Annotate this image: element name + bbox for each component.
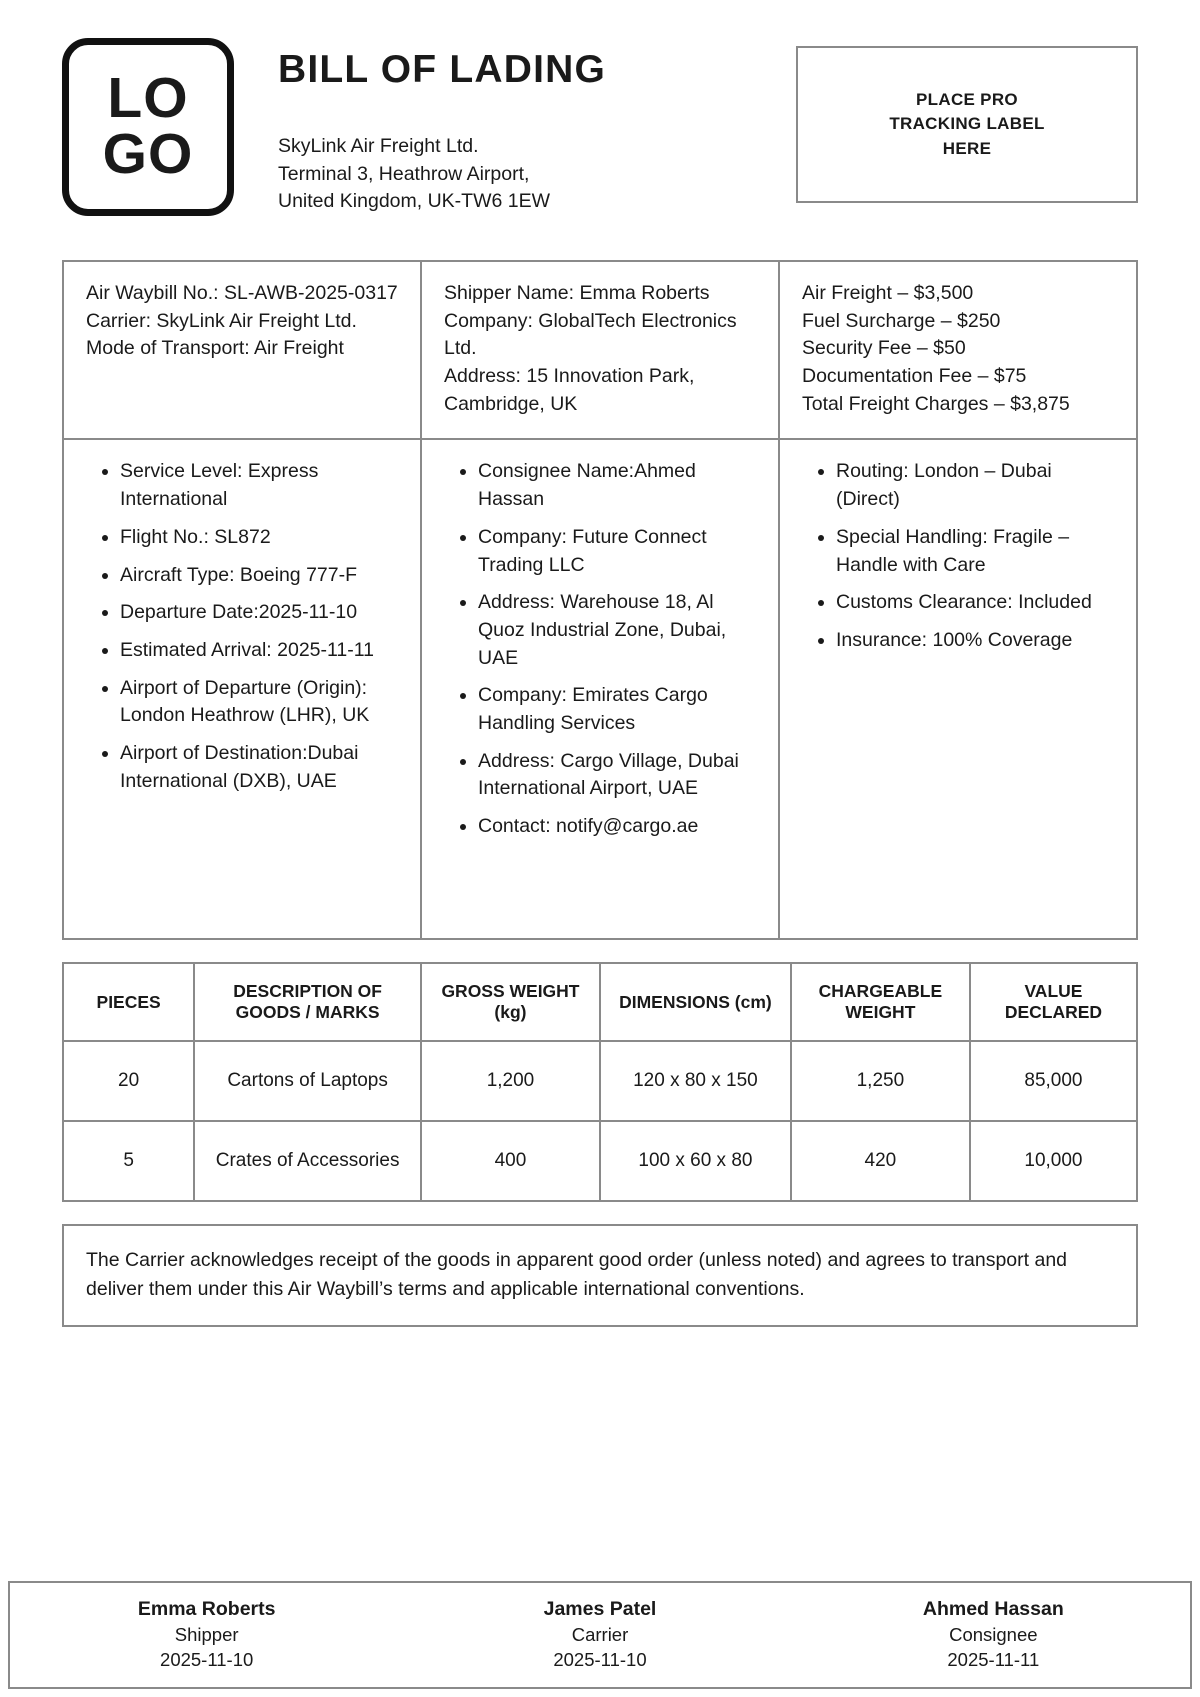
cell-dimensions: 100 x 60 x 80 <box>600 1121 791 1201</box>
logo-text-line-2: GO <box>102 122 194 186</box>
list-item: • Consignee Name:Ahmed Hassan <box>478 458 758 513</box>
cell-gross-weight: 400 <box>421 1121 600 1201</box>
flight-details-cell <box>64 440 422 940</box>
list-item: • Routing: London – Dubai (Direct) <box>836 458 1116 513</box>
company-logo <box>62 38 234 216</box>
signature-date: 2025-11-11 <box>947 1648 1040 1670</box>
routing-details-list <box>802 458 1116 654</box>
signature-date: 2025-11-10 <box>160 1648 254 1670</box>
list-item: • Address: Warehouse 18, Al Quoz Industrial Zone, Dubai, UAE <box>478 589 758 672</box>
cell-value-declared: 10,000 <box>970 1121 1137 1201</box>
charge-line-4: Documentation Fee – $75 <box>802 365 1027 388</box>
charge-total-line: Total Freight Charges – $3,875 <box>802 392 1070 415</box>
list-item: • Special Handling: Fragile – Handle with Care <box>836 524 1116 579</box>
column-header-gross-weight: GROSS WEIGHT (kg) <box>421 963 600 1041</box>
flight-details-list <box>86 458 400 795</box>
list-item: • Airport of Departure (Origin): London Heathrow (LHR), UK <box>120 675 400 730</box>
signature-name: Emma Roberts <box>137 1598 276 1621</box>
list-item: • Aircraft Type: Boeing 777-F <box>120 562 400 590</box>
cell-description: Cartons of Laptops <box>194 1041 421 1121</box>
waybill-info-cell <box>64 262 422 440</box>
signature-date: 2025-11-10 <box>553 1648 647 1670</box>
consignee-details-list <box>444 458 758 840</box>
cell-gross-weight: 1,200 <box>421 1041 600 1121</box>
cell-description: Crates of Accessories <box>194 1121 421 1201</box>
column-header-description: DESCRIPTION OF GOODS / MARKS <box>194 963 421 1041</box>
shipment-info-grid <box>62 260 1138 940</box>
shipper-line-2: Company: GlobalTech Electronics Ltd. <box>444 309 737 360</box>
list-item: • Airport of Destination:Dubai International (DXB), UAE <box>120 740 400 795</box>
tracking-placeholder-line-1: PLACE PRO <box>916 89 1018 109</box>
acknowledgement-text: The Carrier acknowledges receipt of the goods in apparent good order (unless noted) and agrees to transport and deliver them under this Air Waybill’s terms and applicable international conventions. <box>86 1249 1068 1300</box>
list-item: • Address: Cargo Village, Dubai International Airport, UAE <box>478 748 758 803</box>
signature-role: Carrier <box>571 1623 629 1645</box>
list-item: • Company: Future Connect Trading LLC <box>478 524 758 579</box>
cell-chargeable-weight: 420 <box>791 1121 970 1201</box>
document-header <box>62 34 1138 242</box>
column-header-value-declared: VALUE DECLARED <box>970 963 1137 1041</box>
signature-name: Ahmed Hassan <box>922 1598 1064 1621</box>
signature-block-consignee <box>797 1583 1190 1687</box>
consignee-details-cell <box>422 440 780 940</box>
table-row <box>63 1041 1137 1121</box>
signature-role: Consignee <box>949 1623 1038 1645</box>
list-item: • Customs Clearance: Included <box>836 589 1116 617</box>
list-item: • Departure Date:2025-11-10 <box>120 599 400 627</box>
header-title-block <box>234 34 796 216</box>
charge-line-2: Fuel Surcharge – $250 <box>802 309 1001 332</box>
cell-dimensions: 120 x 80 x 150 <box>600 1041 791 1121</box>
charge-line-3: Security Fee – $50 <box>802 337 966 360</box>
cell-value-declared: 85,000 <box>970 1041 1137 1121</box>
carrier-address-line-2: Terminal 3, Heathrow Airport, <box>278 162 530 185</box>
tracking-placeholder-line-2: TRACKING LABEL <box>889 114 1045 134</box>
shipper-line-1: Shipper Name: Emma Roberts <box>444 282 710 304</box>
list-item: • Flight No.: SL872 <box>120 524 400 552</box>
carrier-address-line-1: SkyLink Air Freight Ltd. <box>278 135 479 157</box>
column-header-chargeable-weight: CHARGEABLE WEIGHT <box>791 963 970 1041</box>
list-item: • Contact: notify@cargo.ae <box>478 813 758 841</box>
shipper-info-cell <box>422 262 780 440</box>
waybill-line-3: Mode of Transport: Air Freight <box>86 337 344 360</box>
list-item: • Company: Emirates Cargo Handling Services <box>478 682 758 737</box>
list-item: • Insurance: 100% Coverage <box>836 627 1116 655</box>
signature-role: Shipper <box>174 1623 239 1645</box>
cell-pieces: 20 <box>63 1041 194 1121</box>
charge-line-1: Air Freight – $3,500 <box>802 282 974 304</box>
charges-info-cell <box>780 262 1138 440</box>
carrier-address-line-3: United Kingdom, UK-TW6 1EW <box>278 190 551 213</box>
cell-pieces: 5 <box>63 1121 194 1201</box>
table-header-row <box>63 963 1137 1041</box>
tracking-placeholder-line-3: HERE <box>942 138 992 158</box>
waybill-line-2: Carrier: SkyLink Air Freight Ltd. <box>86 309 357 332</box>
signature-block-carrier <box>403 1583 796 1687</box>
list-item: • Estimated Arrival: 2025-11-11 <box>120 637 400 665</box>
page-title: BILL OF LADING <box>278 48 607 91</box>
column-header-dimensions: DIMENSIONS (cm) <box>600 963 791 1041</box>
tracking-label-placeholder <box>796 46 1138 203</box>
routing-details-cell <box>780 440 1138 940</box>
cell-chargeable-weight: 1,250 <box>791 1041 970 1121</box>
signature-row <box>8 1581 1192 1689</box>
acknowledgement-box <box>62 1224 1138 1327</box>
column-header-pieces: PIECES <box>63 963 194 1041</box>
carrier-address <box>278 133 796 216</box>
shipper-line-3: Address: 15 Innovation Park, Cambridge, UK <box>444 365 695 415</box>
signature-name: James Patel <box>543 1598 657 1621</box>
goods-table <box>62 962 1138 1202</box>
signature-block-shipper <box>10 1583 403 1687</box>
waybill-line-1: Air Waybill No.: SL-AWB-2025-0317 <box>86 282 398 304</box>
logo-text-line-1: LO <box>107 66 189 131</box>
table-row <box>63 1121 1137 1201</box>
list-item: • Service Level: Express International <box>120 458 400 513</box>
